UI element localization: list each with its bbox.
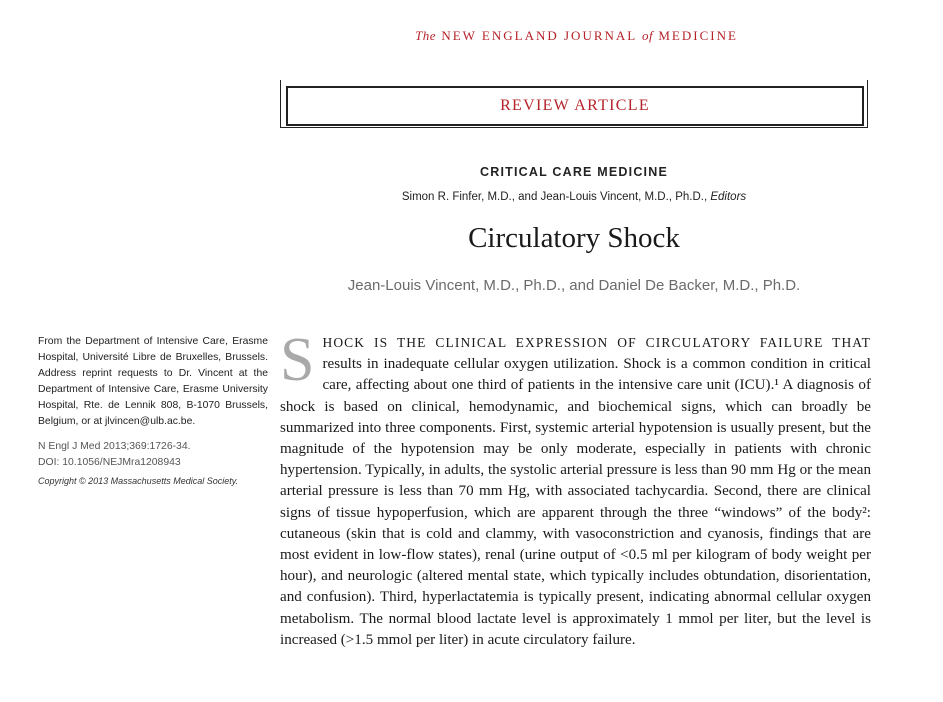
editors-label: Editors (710, 191, 747, 203)
journal-header (404, 28, 749, 44)
body-text: results in inadequate cellular oxygen utilization. Shock is a common condition in critical care, affecting about one third of patients in the intensive care unit (ICU).¹ A diagnosis of shock is based on clinical, hemodynamic, and biochemical signs, which can broadly be summarized into three components. First, systemic arterial hypotension is usually present, but the magnitude of the hypotension may be only moderate, especially in patients with chronic hypertension. Typically, in adults, the systolic arterial pressure is less than 90 mm Hg or the mean arterial pressure is less than 70 mm Hg, with associated tachycardia. Second, there are clinical signs of tissue hypoperfusion, which are apparent through the three “windows” of the body²: cutaneous (skin that is cold and clammy, with vasoconstriction and cyanosis, findings that are most evident in low-flow states), renal (urine output of <0.5 ml per kilogram of body weight per hour), and neurologic (altered mental state, which typically includes obtundation, disorientation, and confusion). Third, hyperlactatemia is typically present, indicating abnormal cellular oxygen metabolism. The normal blood lactate level is approximately 1 mmol per liter, but the level is increased (>1.5 mmol per liter) in acute circulatory failure. (280, 356, 871, 648)
editor-names: Simon R. Finfer, M.D., and Jean-Louis Vincent, M.D., Ph.D., (401, 191, 708, 203)
body-paragraph (280, 326, 871, 651)
citation-doi[interactable]: DOI: 10.1056/NEJMra1208943 (38, 457, 181, 468)
copyright-notice: Copyright © 2013 Massachusetts Medical Society. (38, 476, 239, 486)
article-body (280, 326, 871, 651)
article-title: Circulatory Shock (468, 222, 680, 254)
article-type-box (286, 86, 864, 126)
editors-line (280, 191, 868, 203)
article-sidebar (38, 334, 268, 488)
journal-the: The (415, 28, 437, 43)
citation-reference: N Engl J Med 2013;369:1726-34. (38, 441, 191, 452)
author-affiliation: From the Department of Intensive Care, Erasme Hospital, Université Libre de Bruxelles, Brussels. Address reprint requests to Dr. Vincent at the Department of Intensive Care, Erasme University Hospital, Rte. de Lennik 808, B-1070 Brussels, Belgium, or at jlvincen@ulb.ac.be. (38, 336, 268, 427)
section-title: CRITICAL CARE MEDICINE (480, 165, 668, 179)
journal-of: of (642, 28, 654, 43)
article-type-label: REVIEW ARTICLE (500, 97, 650, 114)
journal-name-part1: NEW ENGLAND JOURNAL (441, 28, 637, 43)
lead-in-text: HOCK IS THE CLINICAL EXPRESSION OF CIRCULATORY FAILURE THAT (322, 335, 871, 350)
journal-name-part2: MEDICINE (658, 28, 738, 43)
citation-block (38, 439, 268, 471)
article-authors: Jean-Louis Vincent, M.D., Ph.D., and Daniel De Backer, M.D., Ph.D. (347, 277, 801, 294)
drop-cap: S (280, 326, 315, 394)
